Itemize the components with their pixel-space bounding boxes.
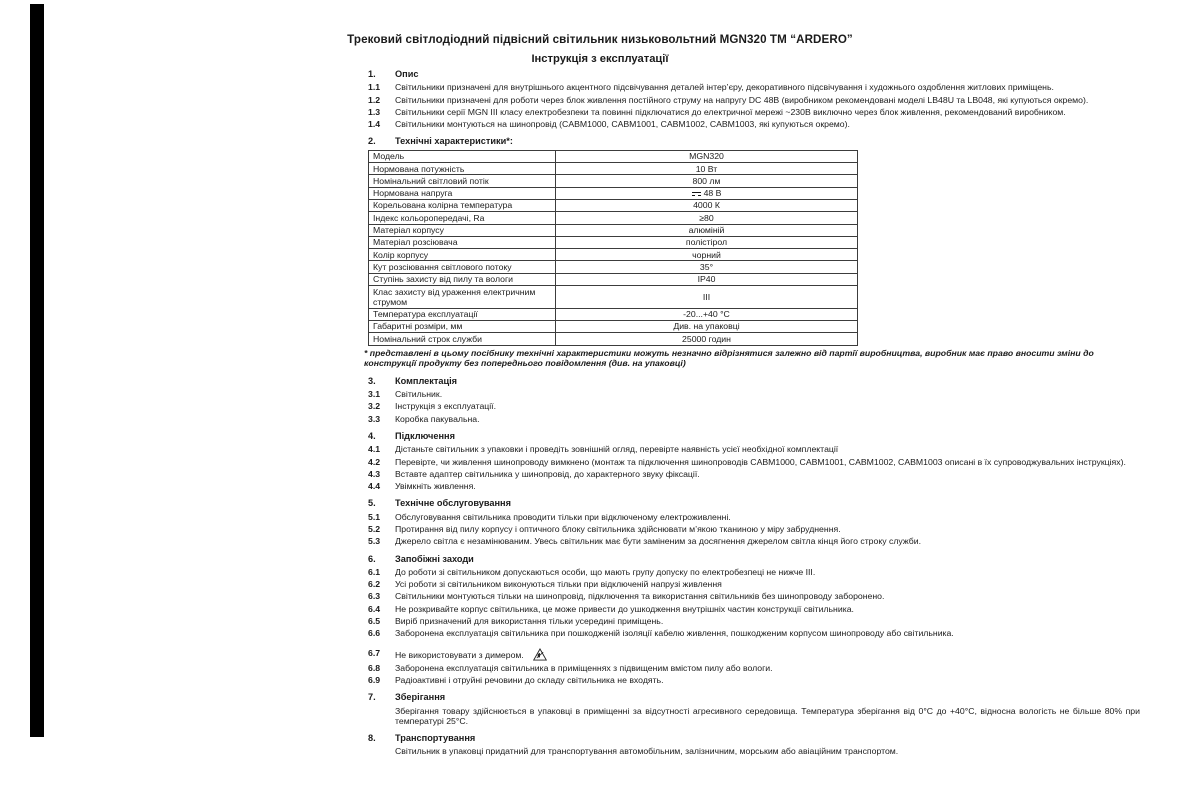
table-row: [369, 199, 858, 211]
item-number: 6.8: [368, 662, 381, 673]
section-number: 3.: [368, 375, 376, 386]
item-number: 4.2: [368, 456, 381, 467]
item-text-content: Обслуговування світильника проводити тільки при відключеному електроживленні.: [395, 511, 731, 522]
item-text-content: Коробка пакувальна.: [395, 413, 480, 424]
item-number: 3.1: [368, 389, 381, 400]
section-title: Запобіжні заходи: [395, 553, 474, 564]
list-item: [368, 469, 1140, 479]
section: [368, 692, 1140, 726]
spec-value: [556, 175, 858, 187]
section-title: Технічне обслуговування: [395, 498, 511, 509]
document-body: [364, 69, 1140, 759]
item-text-content: Виріб призначений для використання тільки усередині приміщень.: [395, 616, 664, 627]
list-item: [368, 457, 1140, 467]
section: [364, 136, 1140, 369]
table-row: [369, 212, 858, 224]
item-text: [395, 579, 1140, 589]
item-number: 1.3: [368, 106, 381, 117]
item-text-content: Перевірте, чи живлення шинопроводу вимкнено (монтаж та підключення шинопроводів CABM1000, CABM1001, CABM1002, CABM1003 описані в їх супроводжувальних інструкціях).: [395, 456, 1126, 467]
spec-value-text: III: [702, 291, 711, 302]
item-text: [395, 389, 1140, 399]
section-heading: [368, 431, 1140, 441]
item-text: [395, 591, 1140, 601]
item-text-content: Не використовувати з димером.: [395, 649, 524, 660]
item-number: 5.1: [368, 511, 381, 522]
section-number: 7.: [368, 692, 376, 703]
document-header: [0, 33, 1200, 65]
item-text-content: Протирання від пилу корпусу і оптичного блоку світильника здійснювати м’якою тканиною у міру забруднення.: [395, 523, 841, 534]
item-text: [395, 706, 1140, 727]
item-text-content: Заборонена експлуатація світильника при пошкодженій ізоляції кабелю живлення, пошкодженим корпусом шинопроводу або світильника.: [395, 628, 954, 639]
list-item: [368, 663, 1140, 673]
item-text-content: Світильник.: [395, 389, 443, 400]
spec-value-text: -20...+40 °С: [683, 309, 730, 320]
item-number: 5.2: [368, 523, 381, 534]
spec-value: [556, 261, 858, 273]
spec-value: [556, 273, 858, 285]
table-row: [369, 150, 858, 162]
list-item: [368, 512, 1140, 522]
table-row: [369, 236, 858, 248]
list-item: [368, 746, 1140, 756]
section-title: Технічні характеристики*:: [395, 136, 513, 147]
list-item: [368, 604, 1140, 614]
list-item: [368, 95, 1140, 105]
spec-label: Нормована потужність: [369, 163, 556, 175]
item-text: [395, 414, 1140, 424]
item-number: 1.1: [368, 82, 381, 93]
item-text-content: Усі роботи зі світильником виконуються тільки при відключеній напрузі живлення: [395, 579, 722, 590]
list-item: [368, 567, 1140, 577]
list-item: [368, 675, 1140, 685]
dc-symbol-icon: [692, 191, 701, 197]
list-item: [368, 628, 1140, 638]
spec-label: Габаритні розміри, мм: [369, 320, 556, 332]
spec-value: [556, 224, 858, 236]
item-text-content: Не розкривайте корпус світильника, це може привести до ушкодження внутрішніх частин конструкції світильника.: [395, 603, 854, 614]
spec-label: Ступінь захисту від пилу та вологи: [369, 273, 556, 285]
spec-value-text: Див. на упаковці: [673, 321, 740, 332]
table-row: [369, 249, 858, 261]
item-text: [395, 616, 1140, 626]
item-number: 6.9: [368, 674, 381, 685]
list-item: [368, 389, 1140, 399]
list-item: [368, 82, 1140, 92]
list-item: [368, 579, 1140, 589]
item-number: 6.2: [368, 579, 381, 590]
item-text-content: Світильники монтуються тільки на шинопровід, підключення та використання світильників без шинопроводу заборонено.: [395, 591, 885, 602]
list-item: [368, 616, 1140, 626]
spec-label: Кут розсіювання світлового потоку: [369, 261, 556, 273]
scan-artifact-bar: [30, 4, 44, 737]
item-text-content: Світильники призначені для роботи через блок живлення постійного струму на напругу DC 48В (виробником рекомендовані моделі LB48U та LB048, які купуються окремо).: [395, 94, 1089, 105]
item-text: [395, 119, 1140, 129]
item-number: 6.4: [368, 603, 381, 614]
section-number: 6.: [368, 553, 376, 564]
item-text: [395, 524, 1140, 534]
spec-value-text: 4000 К: [693, 200, 720, 211]
specs-table-body: [369, 150, 858, 345]
item-text-content: Зберігання товару здійснюється в упаковці в приміщенні за відсутності агресивного середовища. Температура зберігання від 0°С до +40°С, відносна вологість не більше 80% при температурі 25°С.: [395, 705, 1140, 726]
spec-value: [556, 249, 858, 261]
section-heading: [368, 692, 1140, 702]
spec-value: [556, 212, 858, 224]
section-title: Опис: [395, 69, 419, 79]
list-item: [368, 648, 1140, 661]
spec-value-text: IP40: [697, 274, 716, 285]
list-item: [368, 414, 1140, 424]
item-text-content: Інструкція з експлуатації.: [395, 401, 497, 412]
item-number: [368, 746, 395, 756]
item-number: 3.2: [368, 401, 381, 412]
section-title: Транспортування: [395, 733, 476, 744]
item-text-content: Вставте адаптер світильника у шинопровід, до характерного звуку фіксації.: [395, 468, 700, 479]
spec-value: [556, 308, 858, 320]
item-number: 4.1: [368, 444, 381, 455]
item-number: 1.4: [368, 119, 381, 130]
item-number: 5.3: [368, 536, 381, 547]
table-row: [369, 333, 858, 345]
spec-value-text: алюміній: [688, 225, 725, 236]
table-row: [369, 308, 858, 320]
item-text-content: До роботи зі світильником допускаються особи, що мають групу допуску по електробезпеці не нижче ІІІ.: [395, 566, 816, 577]
list-item: [368, 536, 1140, 546]
item-text: [395, 604, 1140, 614]
spec-value-text: ≥80: [699, 212, 714, 223]
table-row: [369, 175, 858, 187]
item-text: [395, 82, 1140, 92]
list-item: [368, 107, 1140, 117]
item-text-content: Увімкніть живлення.: [395, 481, 476, 492]
item-text-content: Світильник в упаковці придатний для транспортування автомобільним, залізничним, морським або авіаційним транспортом.: [395, 746, 899, 757]
item-text-content: Заборонена експлуатація світильника в приміщеннях з підвищеним вмістом пилу або вологи.: [395, 662, 773, 673]
item-number: 6.6: [368, 628, 381, 639]
section: [368, 733, 1140, 757]
section-number: 4.: [368, 430, 376, 441]
item-number: 3.3: [368, 413, 381, 424]
list-item: [368, 444, 1140, 454]
document-title: Трековий світлодіодний підвісний світильник низьковольтний MGN320 ТМ “ARDERO”: [347, 33, 853, 46]
no-dimmer-icon: [533, 648, 547, 661]
item-text: [395, 444, 1140, 454]
item-text-content: Радіоактивні і отруйні речовини до складу світильника не входять.: [395, 674, 664, 685]
item-text-content: Світильники серії MGN ІІІ класу електробезпеки та повинні підключатися до електричної мережі ~230В виключно через блок живлення, рекомендований виробником.: [395, 106, 1066, 117]
item-text: [395, 648, 1140, 661]
section-number: 2.: [368, 136, 376, 147]
table-row: [369, 187, 858, 199]
section-title: Підключення: [395, 430, 455, 441]
document-subtitle: Інструкція з експлуатації: [531, 53, 669, 65]
item-text: [395, 481, 1140, 491]
item-text-content: Світильники призначені для внутрішнього акцентного підсвічування деталей інтер’єру, декоративного підсвічування і художнього оздоблення житлових приміщень.: [395, 82, 1054, 93]
list-item: [368, 401, 1140, 411]
item-text-content: Світильники монтуються на шинопровід (CABM1000, CABM1001, CABM1002, CABM1003, які купуються окремо).: [395, 119, 850, 130]
item-text: [395, 536, 1140, 546]
spec-label: Корельована колірна температура: [369, 199, 556, 211]
item-text: [395, 95, 1140, 105]
item-text-content: Джерело світла є незамінюваним. Увесь світильник має бути заміненим за досягнення джерелом світла кінця його строку служби.: [395, 536, 921, 547]
section-title: Комплектація: [395, 375, 458, 386]
spec-label: Матеріал корпусу: [369, 224, 556, 236]
section-heading: [368, 733, 1140, 743]
spec-value: [556, 163, 858, 175]
spec-value: [556, 320, 858, 332]
table-row: [369, 286, 858, 309]
section-heading: [368, 69, 1140, 79]
list-item: [368, 119, 1140, 129]
spec-value-text: чорний: [692, 249, 721, 260]
section-heading: [368, 376, 1140, 386]
item-number: 6.7: [368, 647, 381, 658]
spec-value-text: 35°: [699, 261, 714, 272]
item-number: 1.2: [368, 94, 381, 105]
section-number: 5.: [368, 498, 376, 509]
table-footnote: * представлені в цьому посібнику технічні характеристики можуть незначно відрізнятися залежно від партії виробництва, виробник має право вносити зміни до конструкції продукту без попереднього повідомлення (див. на упаковці): [364, 347, 1094, 369]
spec-value-text: полістірол: [685, 237, 728, 248]
spec-label: Колір корпусу: [369, 249, 556, 261]
spec-value-text: 48 В: [703, 188, 722, 199]
section: [368, 376, 1140, 424]
list-item: [368, 481, 1140, 491]
spec-value: [556, 150, 858, 162]
item-text: [395, 107, 1140, 117]
table-row: [369, 224, 858, 236]
spec-label: Нормована напруга: [369, 187, 556, 199]
spec-value-text: 25000 годин: [682, 333, 731, 344]
item-number: 4.3: [368, 468, 381, 479]
item-text: [395, 628, 1140, 638]
item-text: [395, 469, 1140, 479]
spec-label: Модель: [369, 150, 556, 162]
item-text: [395, 512, 1140, 522]
section-number: 1.: [368, 69, 376, 79]
item-text: [395, 675, 1140, 685]
table-row: [369, 320, 858, 332]
item-number: 6.5: [368, 616, 381, 627]
item-number: 6.1: [368, 566, 381, 577]
spec-value-text: 800 лм: [692, 175, 721, 186]
table-row: [369, 273, 858, 285]
spec-value-text: 10 Вт: [695, 163, 718, 174]
spec-value: [556, 286, 858, 309]
spec-value: [556, 236, 858, 248]
section: [368, 431, 1140, 491]
spec-value: [556, 187, 858, 199]
spec-label: Клас захисту від ураження електричним струмом: [369, 286, 556, 309]
section-heading: [368, 136, 1140, 146]
section: [368, 554, 1140, 686]
spec-value: [556, 333, 858, 345]
list-item: [368, 706, 1140, 727]
spec-value: [556, 199, 858, 211]
spec-label: Номінальний світловий потік: [369, 175, 556, 187]
item-text: [395, 746, 1140, 756]
item-text: [395, 663, 1140, 673]
section-heading: [368, 554, 1140, 564]
item-text-content: Дістаньте світильник з упаковки і проведіть зовнішній огляд, перевірте наявність усієї необхідної комплектації: [395, 444, 839, 455]
spec-label: Номінальний строк служби: [369, 333, 556, 345]
spec-value-text: MGN320: [689, 151, 724, 162]
section-number: 8.: [368, 733, 376, 744]
item-text: [395, 567, 1140, 577]
list-item: [368, 591, 1140, 601]
section-heading: [368, 498, 1140, 508]
item-number: 4.4: [368, 481, 381, 492]
item-number: [368, 706, 395, 727]
spec-label: Температура експлуатації: [369, 308, 556, 320]
spec-label: Індекс кольоропередачі, Ra: [369, 212, 556, 224]
item-number: 6.3: [368, 591, 381, 602]
item-text: [395, 457, 1140, 467]
table-row: [369, 163, 858, 175]
section: [368, 69, 1140, 129]
section-title: Зберігання: [395, 692, 446, 703]
item-text: [395, 401, 1140, 411]
specs-table: [368, 150, 858, 346]
list-item: [368, 524, 1140, 534]
table-row: [369, 261, 858, 273]
spec-label: Матеріал розсіювача: [369, 236, 556, 248]
section: [368, 498, 1140, 546]
